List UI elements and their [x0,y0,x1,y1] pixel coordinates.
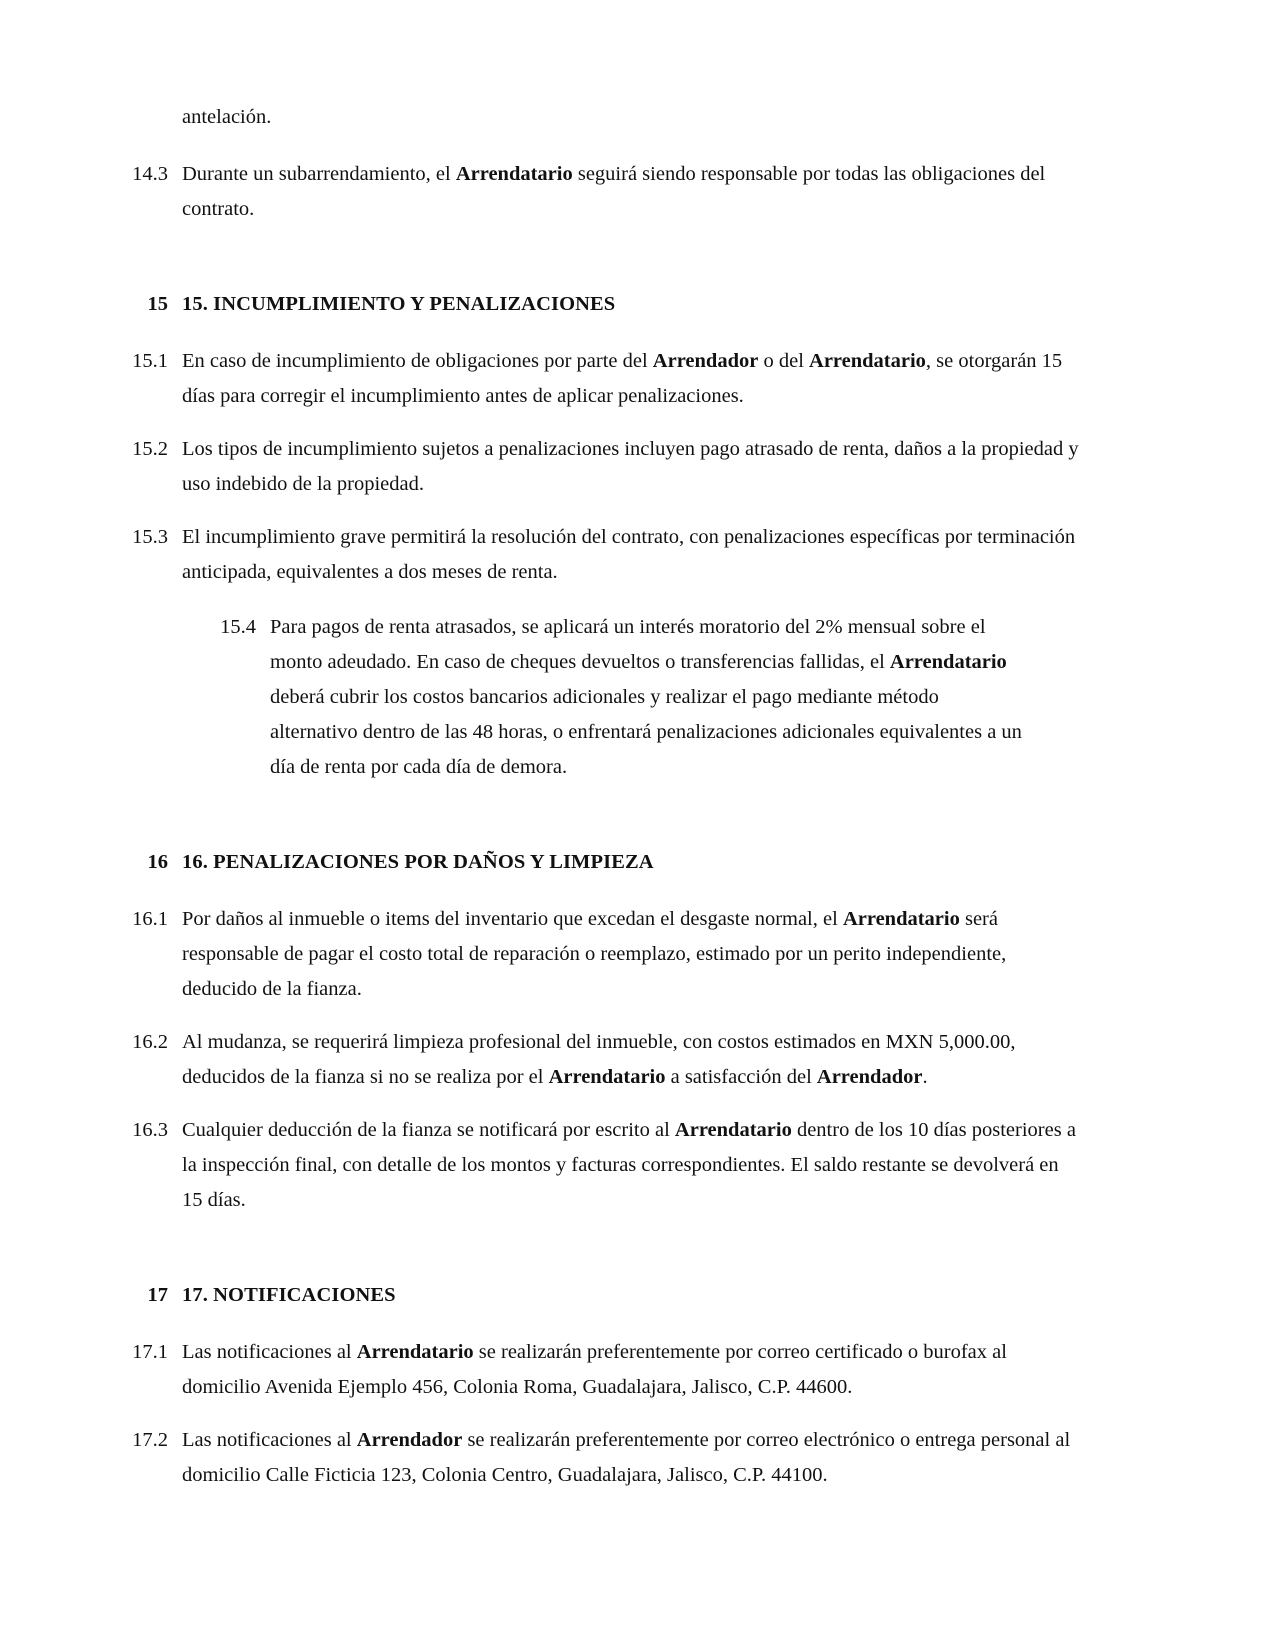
text-run: Al mudanza, se requerirá limpieza profesional del inmueble, con costos estimados en MXN 5,000.00, deducidos de la fianza si no se realiza por el [182,1031,1016,1088]
text-run: En caso de incumplimiento de obligaciones por parte del [182,350,653,372]
section-number: 15 [147,293,168,315]
clause-text [182,432,1082,502]
emphasis-term: Arrendatario [356,1341,474,1363]
clause-number: 16.1 [132,908,168,930]
emphasis-term: Arrendatario [455,163,573,185]
clause [130,432,1082,502]
text-run: a satisfacción del [665,1066,817,1088]
emphasis-term: Arrendatario [889,651,1007,673]
clause-number: 17.2 [132,1429,168,1451]
emphasis-term: 15. INCUMPLIMIENTO Y PENALIZACIONES [182,293,616,315]
clause-text [182,1335,1082,1405]
clause-text [182,1025,1082,1095]
clause-text [182,902,1082,1007]
continuation-line [130,100,1082,135]
text-run: antelación. [182,106,272,128]
text-run: Por daños al inmueble o items del inventario que excedan el desgaste normal, el [182,908,843,930]
section-number: 16 [147,851,168,873]
text-run: Durante un subarrendamiento, el [182,163,456,185]
emphasis-term: 16. PENALIZACIONES POR DAÑOS Y LIMPIEZA [182,851,654,873]
clause [130,520,1082,590]
section-title [182,287,1082,322]
emphasis-term: Arrendatario [809,350,926,372]
text-run: . [922,1066,928,1088]
text-run: Las notificaciones al [182,1429,357,1451]
clause-text [270,610,1030,785]
clause-number: 15.4 [220,616,256,638]
clause-text [182,100,1082,135]
clause-text [182,1423,1082,1493]
text-run: dentro de los 10 días posteriores a la inspección final, con detalle de los montos y facturas correspondientes. El saldo restante se devolverá en 15 días. [182,1119,1076,1211]
clause [130,1025,1082,1095]
text-run: se realizarán preferentemente por correo electrónico o entrega personal al domicilio Calle Ficticia 123, Colonia Centro, Guadalajara, Jalisco, C.P. 44100. [182,1429,1071,1486]
text-run: Cualquier deducción de la fianza se notificará por escrito al [182,1119,675,1141]
emphasis-term: Arrendatario [674,1119,792,1141]
clause-number: 16.2 [132,1031,168,1053]
clause-text [182,520,1082,590]
section-heading [130,287,1082,322]
sub-clause [130,610,1082,785]
section-number: 17 [147,1284,168,1306]
clause [130,157,1082,227]
text-run: El incumplimiento grave permitirá la resolución del contrato, con penalizaciones específicas por terminación anticipada, equivalentes a dos meses de renta. [182,526,1076,583]
clause-number: 15.2 [132,438,168,460]
emphasis-term: Arrendador [356,1429,463,1451]
text-run: Las notificaciones al [182,1341,357,1363]
clause-number: 16.3 [132,1119,168,1141]
section-heading [130,845,1082,880]
text-run: deberá cubrir los costos bancarios adicionales y realizar el pago mediante método alternativo dentro de las 48 horas, o enfrentará penalizaciones adicionales equivalentes a un día de renta por cada día de demora. [270,686,1022,778]
document-body [130,100,1082,1493]
text-run: Para pagos de renta atrasados, se aplicará un interés moratorio del 2% mensual sobre el monto adeudado. En caso de cheques devueltos o transferencias fallidas, el [270,616,986,673]
emphasis-term: Arrendador [816,1066,923,1088]
emphasis-term: 17. NOTIFICACIONES [182,1284,396,1306]
text-run: Los tipos de incumplimiento sujetos a penalizaciones incluyen pago atrasado de renta, daños a la propiedad y uso indebido de la propiedad. [182,438,1079,495]
text-run: seguirá siendo responsable por todas las obligaciones del contrato. [182,163,1046,220]
clause [130,1423,1082,1493]
emphasis-term: Arrendatario [548,1066,666,1088]
text-run: se realizarán preferentemente por correo certificado o burofax al domicilio Avenida Ejemplo 456, Colonia Roma, Guadalajara, Jalisco, C.P. 44600. [182,1341,1007,1398]
clause [130,1113,1082,1218]
clause-text [182,1113,1082,1218]
section-title [182,845,1082,880]
clause [130,344,1082,414]
clause-number: 15.1 [132,350,168,372]
emphasis-term: Arrendador [652,350,759,372]
clause [130,1335,1082,1405]
clause-number: 15.3 [132,526,168,548]
text-run: será responsable de pagar el costo total de reparación o reemplazo, estimado por un perito independiente, deducido de la fianza. [182,908,1007,1000]
clause-number: 17.1 [132,1341,168,1363]
clause-text [182,344,1082,414]
text-run: o del [758,350,810,372]
text-run: , se otorgarán 15 días para corregir el incumplimiento antes de aplicar penalizaciones. [182,350,1063,407]
clause-text [182,157,1082,227]
emphasis-term: Arrendatario [842,908,960,930]
clause-number: 14.3 [132,163,168,185]
section-heading [130,1278,1082,1313]
section-title [182,1278,1082,1313]
clause [130,902,1082,1007]
